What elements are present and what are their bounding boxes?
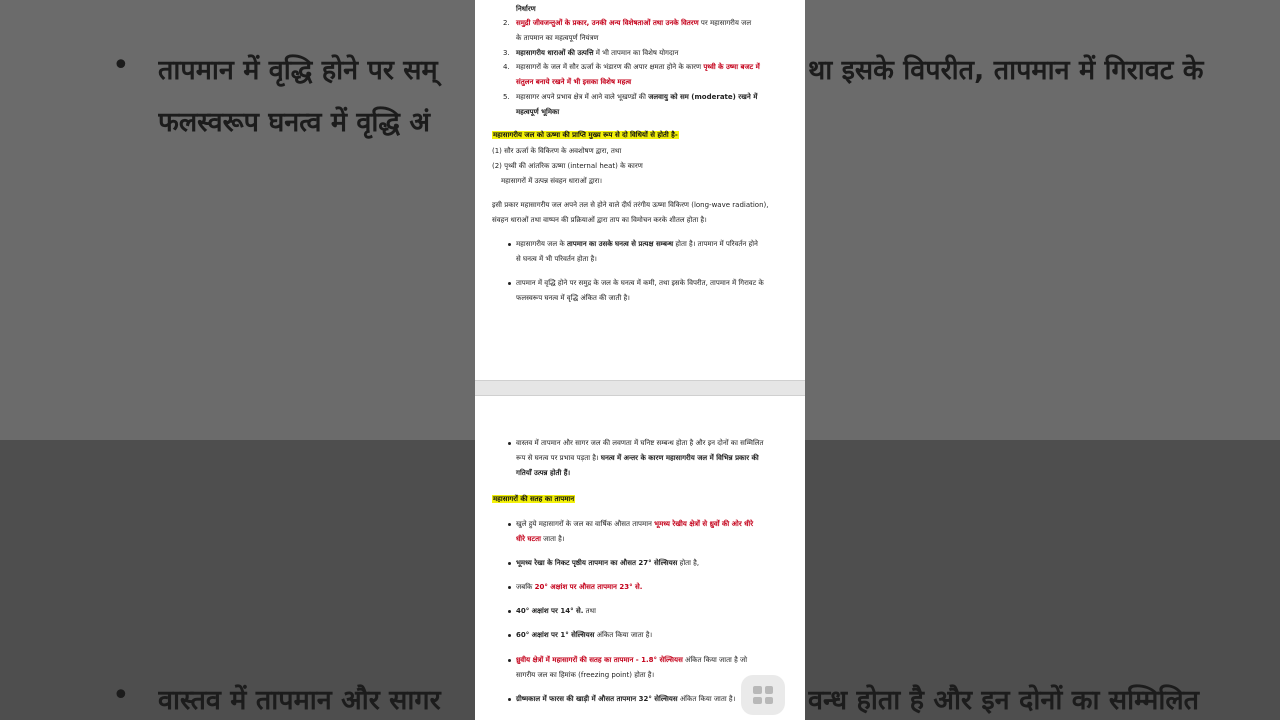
text-run: से घनत्व में भी परिवर्तन होता है। [516,255,597,263]
bullet-line [516,580,642,594]
method-line: (2) पृथ्वी की आंतरिक ऊष्मा (internal heat) के कारण [492,162,643,170]
text-run: ग्रीष्मकाल में फारस की खाड़ी में औसत तापमान 32° सेल्सियस [516,695,678,703]
text-run: सागरीय जल का हिमांक (freezing point) होता है। [516,671,655,679]
list-item-line [516,46,678,60]
text-run: जाता है। [540,535,565,543]
bullet-line [516,291,630,305]
text-run: महत्वपूर्ण भूमिका [516,108,560,116]
document-page-2 [475,396,805,720]
list-item-text: निर्धारण [516,5,536,13]
bg-text-line: वास्तव में तापमान और सागर [158,685,441,716]
list-item-line [516,75,631,89]
text-run: महासागरीय जल के [516,240,567,248]
list-item-line [516,60,760,74]
bg-text-line: फलस्वरूप घनत्व में वृद्धि अं [158,107,431,138]
bullet-line [516,628,652,642]
list-number: 2. [503,19,510,27]
bullet-line [516,466,570,480]
bullet-line [516,237,758,251]
text-run: अंकित किया जाता है। [677,695,736,703]
bullet-line [516,451,759,465]
text-run: 40° अक्षांश पर 14° से. [516,607,584,615]
bullet-dot [508,282,511,285]
text-run: तापमान में वृद्धि होने पर समुद्र के जल के घनत्व में कमी, तथा इसके विपरीत, तापमान में गिरावट के [516,279,764,287]
bullet-line [516,252,597,266]
text-run: रूप से घनत्व पर प्रभाव पड़ता है। [516,454,601,462]
bullet-line [516,517,753,531]
bg-text-line: वन्ध होता है और इन दोनों का सम्मिलित [808,685,1200,716]
text-run: फलस्वरूप घनत्व में वृद्धि अंकित की जाती है। [516,294,630,302]
text-run: जबकि [516,583,535,591]
bullet-line [516,653,747,667]
method-line: (1) सौर ऊर्जा के विकिरण के अवशोषण द्वारा, तथा [492,147,622,155]
text-run: अंकित किया जाता है। [594,631,653,639]
bullet-line [516,276,764,290]
text-run: तापमान का उसके घनत्व से प्रत्यक्ष सम्बन्ध [566,240,674,248]
section-heading: महासागरीय जल को ऊष्मा की प्राप्ति मुख्य रूप से दो विधियों से होती है- [493,131,678,139]
text-run: में भी तापमान का विशेष योगदान [593,49,679,57]
bullet-dot [508,523,511,526]
text-run: महासागर अपने प्रभाव क्षेत्र में आने वाले भूखण्डों की [516,93,649,101]
bg-text-line: तापमान में वृद्धि होने पर सम् [158,55,438,86]
bullet-dot [508,698,511,701]
section-heading: महासागरों की सतह का तापमान [493,495,575,503]
grid-icon [753,686,773,704]
text-run: के तापमान का महत्वपूर्ण नियंत्रण [516,34,599,42]
bullet-line [516,692,735,706]
bullet-dot [508,562,511,565]
text-run: 20° अक्षांश पर औसत तापमान 23° से. [534,583,643,591]
method-line: महासागरों में उत्पन्न संवहन धाराओं द्वारा। [501,177,603,185]
text-run: खुले हुये महासागरों के जल का वार्षिक औसत तापमान [516,520,655,528]
text-run: वास्तव में तापमान और सागर जल की लवणता में घनिष्ट सम्बन्ध होता है और इन दोनों का सम्मिलित [516,439,764,447]
paragraph-line: इसी प्रकार महासागरीय जल अपने तल से होने वाले दीर्घ तरंगीय ऊष्मा विकिरण (long-wave radiation), [492,201,769,209]
list-item-line [516,31,599,45]
text-run: पृथ्वी के उष्मा बजट में [703,63,760,71]
text-run: महासागरों के जल में सौर ऊर्जा के भंडारण की अपार क्षमता होने के कारण [516,63,704,71]
text-run: धीरे घटता [516,535,541,543]
list-item-line [516,16,751,30]
bullet-line [516,604,596,618]
bullet-dot [508,442,511,445]
bullet-dot [508,586,511,589]
bullet-line [516,532,565,546]
list-number: 5. [503,93,510,101]
text-run: महासागरीय धाराओं की उत्पत्ति [516,49,594,57]
text-run: समुद्री जीवजन्तुओं के प्रकार, उनकी अन्य विशेषताओं तथा उनके वितरण [516,19,699,27]
list-number: 3. [503,49,510,57]
list-item-line [516,105,559,119]
text-run: पर महासागरीय जल [698,19,752,27]
document-viewer[interactable] [475,0,805,720]
paragraph-line: संवहन धाराओं तथा वाष्पन की प्रक्रियाओं द्वारा ताप का विमोचन करके शीतल होता है। [492,216,707,224]
floating-menu-button[interactable] [741,675,785,715]
text-run: भूमध्य रेखा के निकट पृष्ठीय तापमान का औसत 27° सेल्सियस [516,559,678,567]
list-number: 4. [503,63,510,71]
bullet: • [112,678,130,713]
document-page-1 [475,0,805,380]
text-run: घनत्व में अन्तर के कारण महासागरीय जल में विभिन्न प्रकार की [600,454,759,462]
text-run: भूमध्य रेखीय क्षेत्रों से ध्रुवों की ओर धीरे [654,520,754,528]
bullet-dot [508,634,511,637]
bg-text-line: था इसके विपरीत, तापमान में गिरावट के [808,55,1204,86]
text-run: ध्रुवीय क्षेत्रों में महासागरों की सतह का तापमान - 1.8° सेल्सियस [516,656,683,664]
text-run: गतियाँ उत्पन्न होती हैं। [516,469,571,477]
bullet-line [516,668,654,682]
list-item-line [516,90,757,104]
text-run: जलवायु को सम (moderate) रखने में [648,93,758,101]
bullet-dot [508,610,511,613]
bullet-dot [508,659,511,662]
text-run: होता है, [677,559,700,567]
text-run: होता है। तापमान में परिवर्तन होने [673,240,758,248]
bullet-dot [508,243,511,246]
text-run: तथा [583,607,596,615]
bullet-line [516,556,699,570]
text-run: 60° अक्षांश पर 1° सेल्सियस [516,631,595,639]
text-run: संतुलन बनाये रखने में भी इसका विशेष महत्व [516,78,632,86]
bullet-line [516,436,764,450]
page-separator [475,380,805,396]
text-run: अंकित किया जाता है जो [682,656,748,664]
bullet: • [112,48,130,83]
